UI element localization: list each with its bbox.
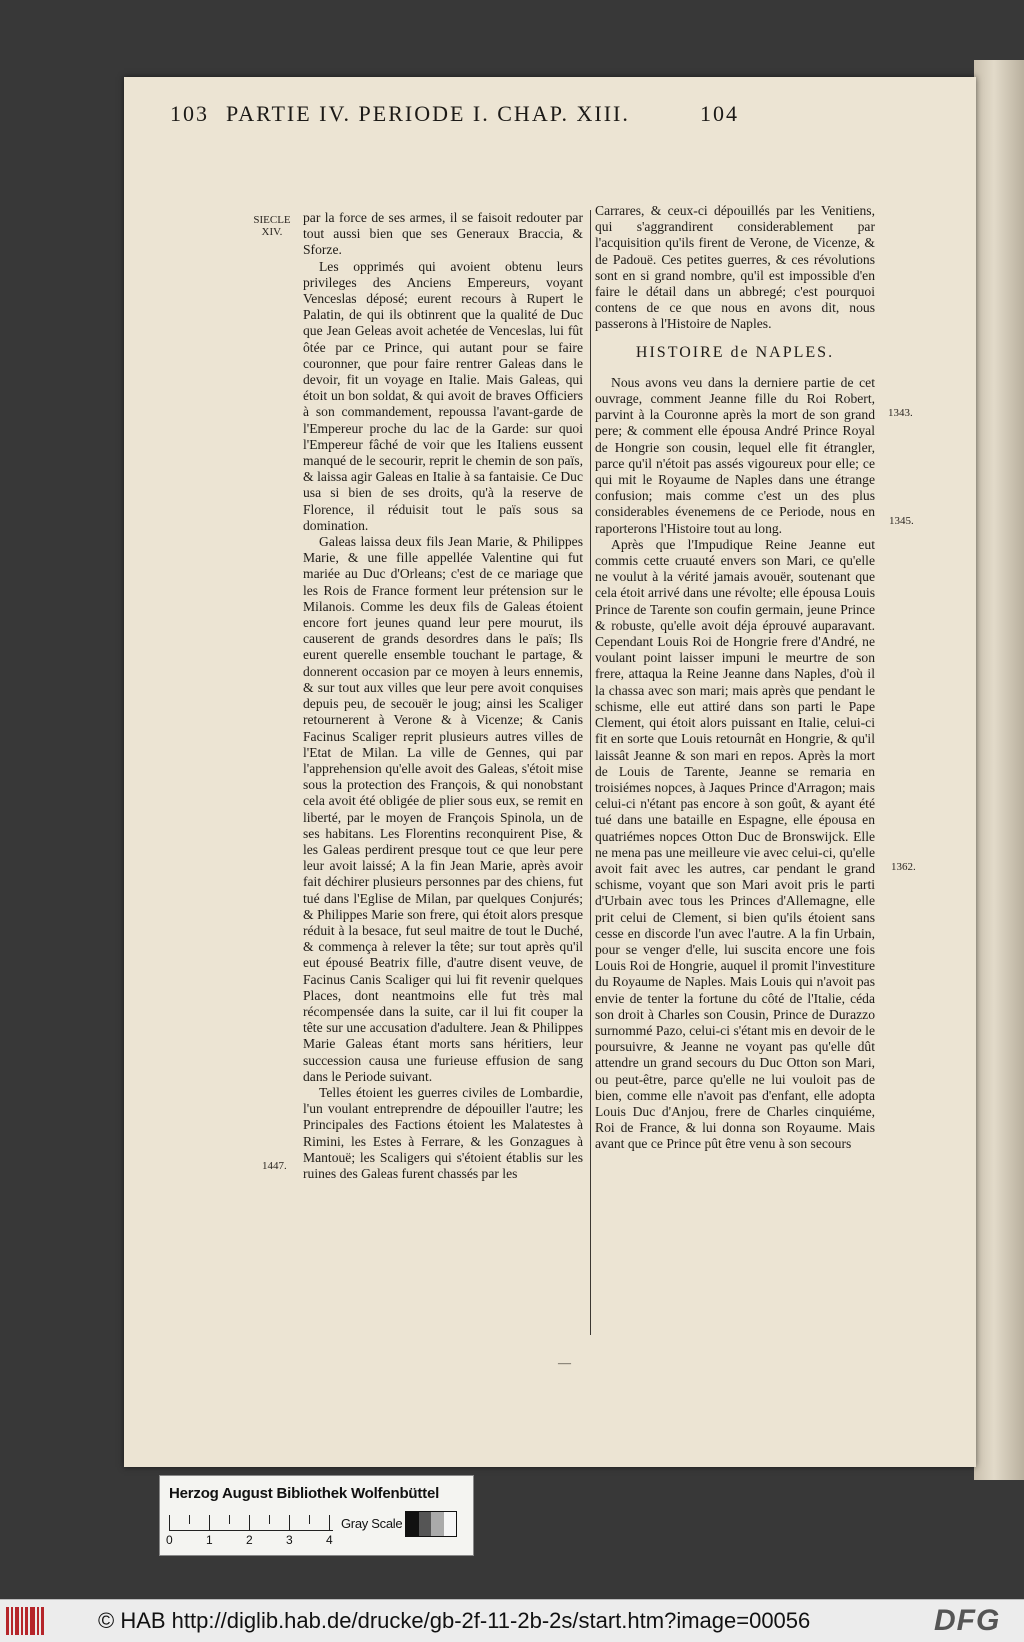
ruler-number: 2 (246, 1533, 253, 1547)
paragraph: Nous avons veu dans la derniere partie de cet ouvrage, comment Jeanne fille du Roi Robert, parvint à la Couronne après la mort de son grand pere; & comment elle épousa André Prince Royal de Hongrie son cousin, lequel elle fit étrangler, parce qu'il n'étoit pas assés vigoureux pour elle; ce qui mit le Royaume de Naples dans une étrange confusion; mais comme c'est un des plus considerables évenemens de ce Periode, nous en raporterons l'Histoire tout au long. (595, 374, 875, 536)
column-rule (590, 210, 591, 1335)
signature-mark: — (558, 1355, 571, 1370)
right-text-column (595, 203, 875, 1153)
swatch (444, 1512, 457, 1536)
paragraph: Les opprimés qui avoient obtenu leurs privileges des Anciens Empereurs, voyant Venceslas déposé; eurent recours à Rupert le Palatin, de qui ils obtinrent que la qualité de Duc que Jean Geleas avoit achetée de Venceslas, lui fût ôtée par ce Prince, qui autant pour se faire couronner, que pour faire rentrer Galeas dans le devoir, fit un voyage en Italie. Mais Galeas, qui étoit un bon soldat, & qui avoit de braves Officiers à son commandement, repoussa l'avant-garde de l'Empereur proche du lac de la Garde: sur quoi l'Empereur fâché de voir que les Italiens eussent manqué de le secourir, reprit le chemin de son païs, & laissa agir Galeas en Italie à sa fantaisie. Ce Duc usa si bien de ses droits, qu'à la reserve de Florence, il réduisit tout le païs sous sa domination. (303, 258, 583, 533)
swatch (419, 1512, 432, 1536)
ruler (169, 1515, 333, 1531)
ruler-number: 1 (206, 1533, 213, 1547)
gray-scale-swatches (405, 1511, 457, 1537)
margin-note-year: 1345. (889, 515, 914, 527)
paragraph: Après que l'Impudique Reine Jeanne eut commis cette cruauté envers son Mari, ce qu'elle ne voulut à la vérité jamais avouër, soutenant que cela étoit arrivé dans une révolte; elle épousa Louis Prince de Tarente son coufin germain, jeune Prince & robuste, qu'elle avoit déja éprouvé auparavant. Cependant Louis Roi de Hongrie frere d'André, ne voulant point laisser impuni le meurtre de son frere, attaqua la Reine Jeanne dans Naples, d'où il la chassa avec son mari; mais après que pendant le schisme, elle eut attiré dans son parti le Pape Clement, qui étoit alors puissant en Italie, celui-ci fit en sorte que Louis retournât en Hongrie, & qu'il laissât Jeanne & son mari en repos. Après la mort de Louis de Tarente, Jeanne se remaria en troisiémes nopces, à Jaques Prince d'Arragon; mais celui-ci n'étant pas encore à son goût, & ayant été tué dans une bataille en Espagne, elle épousa en quatriémes nopces Otton Duc de Bronswijck. Elle ne mena pas une meilleure vie avec celui-ci, qu'elle avoit fait avec les autres, car pendant le grand schisme, voyant que son Mari avoit pris le parti d'Urbain avec tous les Princes d'Allemagne, elle prit celui de Clement, si bien qu'ils étoient sans cesse en discorde l'un avec l'autre. A la fin Urbain, pour se venger d'elle, lui suscita encore une fois Louis Roi de Hongrie, auquel il promit l'investiture du Royaume de Naples. Mais Louis qui n'avoit pas envie de tenter la fortune du côté de l'Italie, céda son droit à Charles son Cousin, Prince de Durazzo surnommé Pazo, celui-ci s'étant mis en devoir de le poursuivre, & Jeanne ne voyant pas qu'elle dût attendre un grand secours du Duc Otton son Mari, ou peut-être, parce qu'elle ne lui vouloit pas de bien, comme elle n'avoit pas d'enfant, elle adopta Louis Duc d'Anjou, frere de Charles cinquiéme, Roi de France, & lui donna son Royaume. Mais avant que ce Prince pût être venu à son secours (595, 536, 875, 1152)
paragraph: Telles étoient les guerres civiles de Lombardie, l'un voulant entreprendre de dépouiller l'autre; les Principales des Factions étoient les Malatestes à Rimini, les Estes à Ferrare, & les Gonzagues à Mantouë; les Scaligers qui s'étoient établis sur les ruines des Galeas furent chassés par les (303, 1084, 583, 1181)
dfg-logo: DFG (934, 1604, 1001, 1637)
footer-bar (0, 1599, 1024, 1642)
source-url[interactable]: © HAB http://diglib.hab.de/drucke/gb-2f-11-2b-2s/start.htm?image=00056 (98, 1608, 811, 1633)
swatch (431, 1512, 444, 1536)
color-scale-card (159, 1475, 474, 1556)
running-head (170, 101, 739, 135)
swatch (406, 1512, 419, 1536)
margin-note-year: 1343. (888, 407, 913, 419)
library-name: Herzog August Bibliothek Wolfenbüttel (169, 1485, 440, 1502)
barcode-icon (6, 1607, 46, 1635)
section-heading: HISTOIRE de NAPLES. (635, 343, 835, 361)
right-page-number: 104 (700, 101, 739, 126)
left-text-column (303, 210, 583, 1182)
ruler-number: 4 (326, 1533, 333, 1547)
gray-scale-label: Gray Scale (341, 1516, 403, 1531)
margin-note-siecle: SIECLE XIV. (253, 214, 291, 238)
margin-note-year: 1362. (891, 861, 916, 873)
paragraph: Galeas laissa deux fils Jean Marie, & Philippes Marie, & une fille appellée Valentine qui fut mariée au Duc d'Orleans; c'est de ce mariage que les Rois de France forment leur prétension sur le Milanois. Comme les deux fils de Galeas étoient encore fort jeunes quand leur pere mourut, ils causerent de grands desordres dans le païs; Ils eurent querelle ensemble touchant le partage, & donnerent occasion par ce moyen à leurs ennemis, & sur tout aux villes que leur pere avoit conquises depuis peu, de secouër le joug; ainsi les Scaliger retournerent à Verone & à Vicenze; & Canis Facinus Scaliger reprit plusieurs autres villes de l'Etat de Milan. La ville de Gennes, qui par l'apprehension qu'elle avoit des Galeas, s'étoit mise sous la protection des François, & qui nonobstant cela avoit été obligée de plier sous eux, se remit en liberté, par le moyen de François Spinola, un de ses habitans. Les Florentins reconquirent Pise, & les Galeas perdirent presque tout ce que leur pere leur avoit laissé; A la fin Jean Marie, après avoir fait déchirer plusieurs personnes par des chiens, fut tué dans l'Eglise de Milan, par quelques Conjurés; & Philippes Marie son frere, qui étoit alors presque réduit à la besace, fut seul maitre de tout le Duché, & commença à relever la tête; sur tout après qu'il eut épousé Beatrix fille, d'autre disent veuve, de Facinus Canis Scaliger qui lui fit revenir quelques Places, dont neantmoins elle fut très mal récompensée dans la suite, car il lui fit couper la tête sur une accusation d'adultere. Jean & Philippes Marie Galeas étant morts sans héritiers, leur succession causa une furieuse effusion de sang dans le Periode suivant. (303, 534, 583, 1084)
margin-note-year: 1447. (262, 1160, 287, 1172)
next-page-edge (974, 60, 1024, 1480)
paragraph: Carrares, & ceux-ci dépouillés par les Venitiens, qui s'aggrandirent considerablement par l'acquisition qu'ils firent de Verone, de Vicenze, & de Padouë. Ces petites guerres, & ces révolutions sont en si grand nombre, qu'il est impossible d'en faire le détail dans un abbregé; c'est pourquoi contens de ce que nous en avons dit, nous passerons à l'Histoire de Naples. (595, 203, 875, 332)
ruler-number: 0 (166, 1533, 173, 1547)
ruler-number: 3 (286, 1533, 293, 1547)
left-page-number: 103 (170, 101, 209, 126)
paragraph: par la force de ses armes, il se faisoit redouter par tout aussi bien que ses Generaux Braccia, & Sforze. (303, 210, 583, 258)
running-title: PARTIE IV. PERIODE I. CHAP. XIII. (226, 101, 630, 126)
